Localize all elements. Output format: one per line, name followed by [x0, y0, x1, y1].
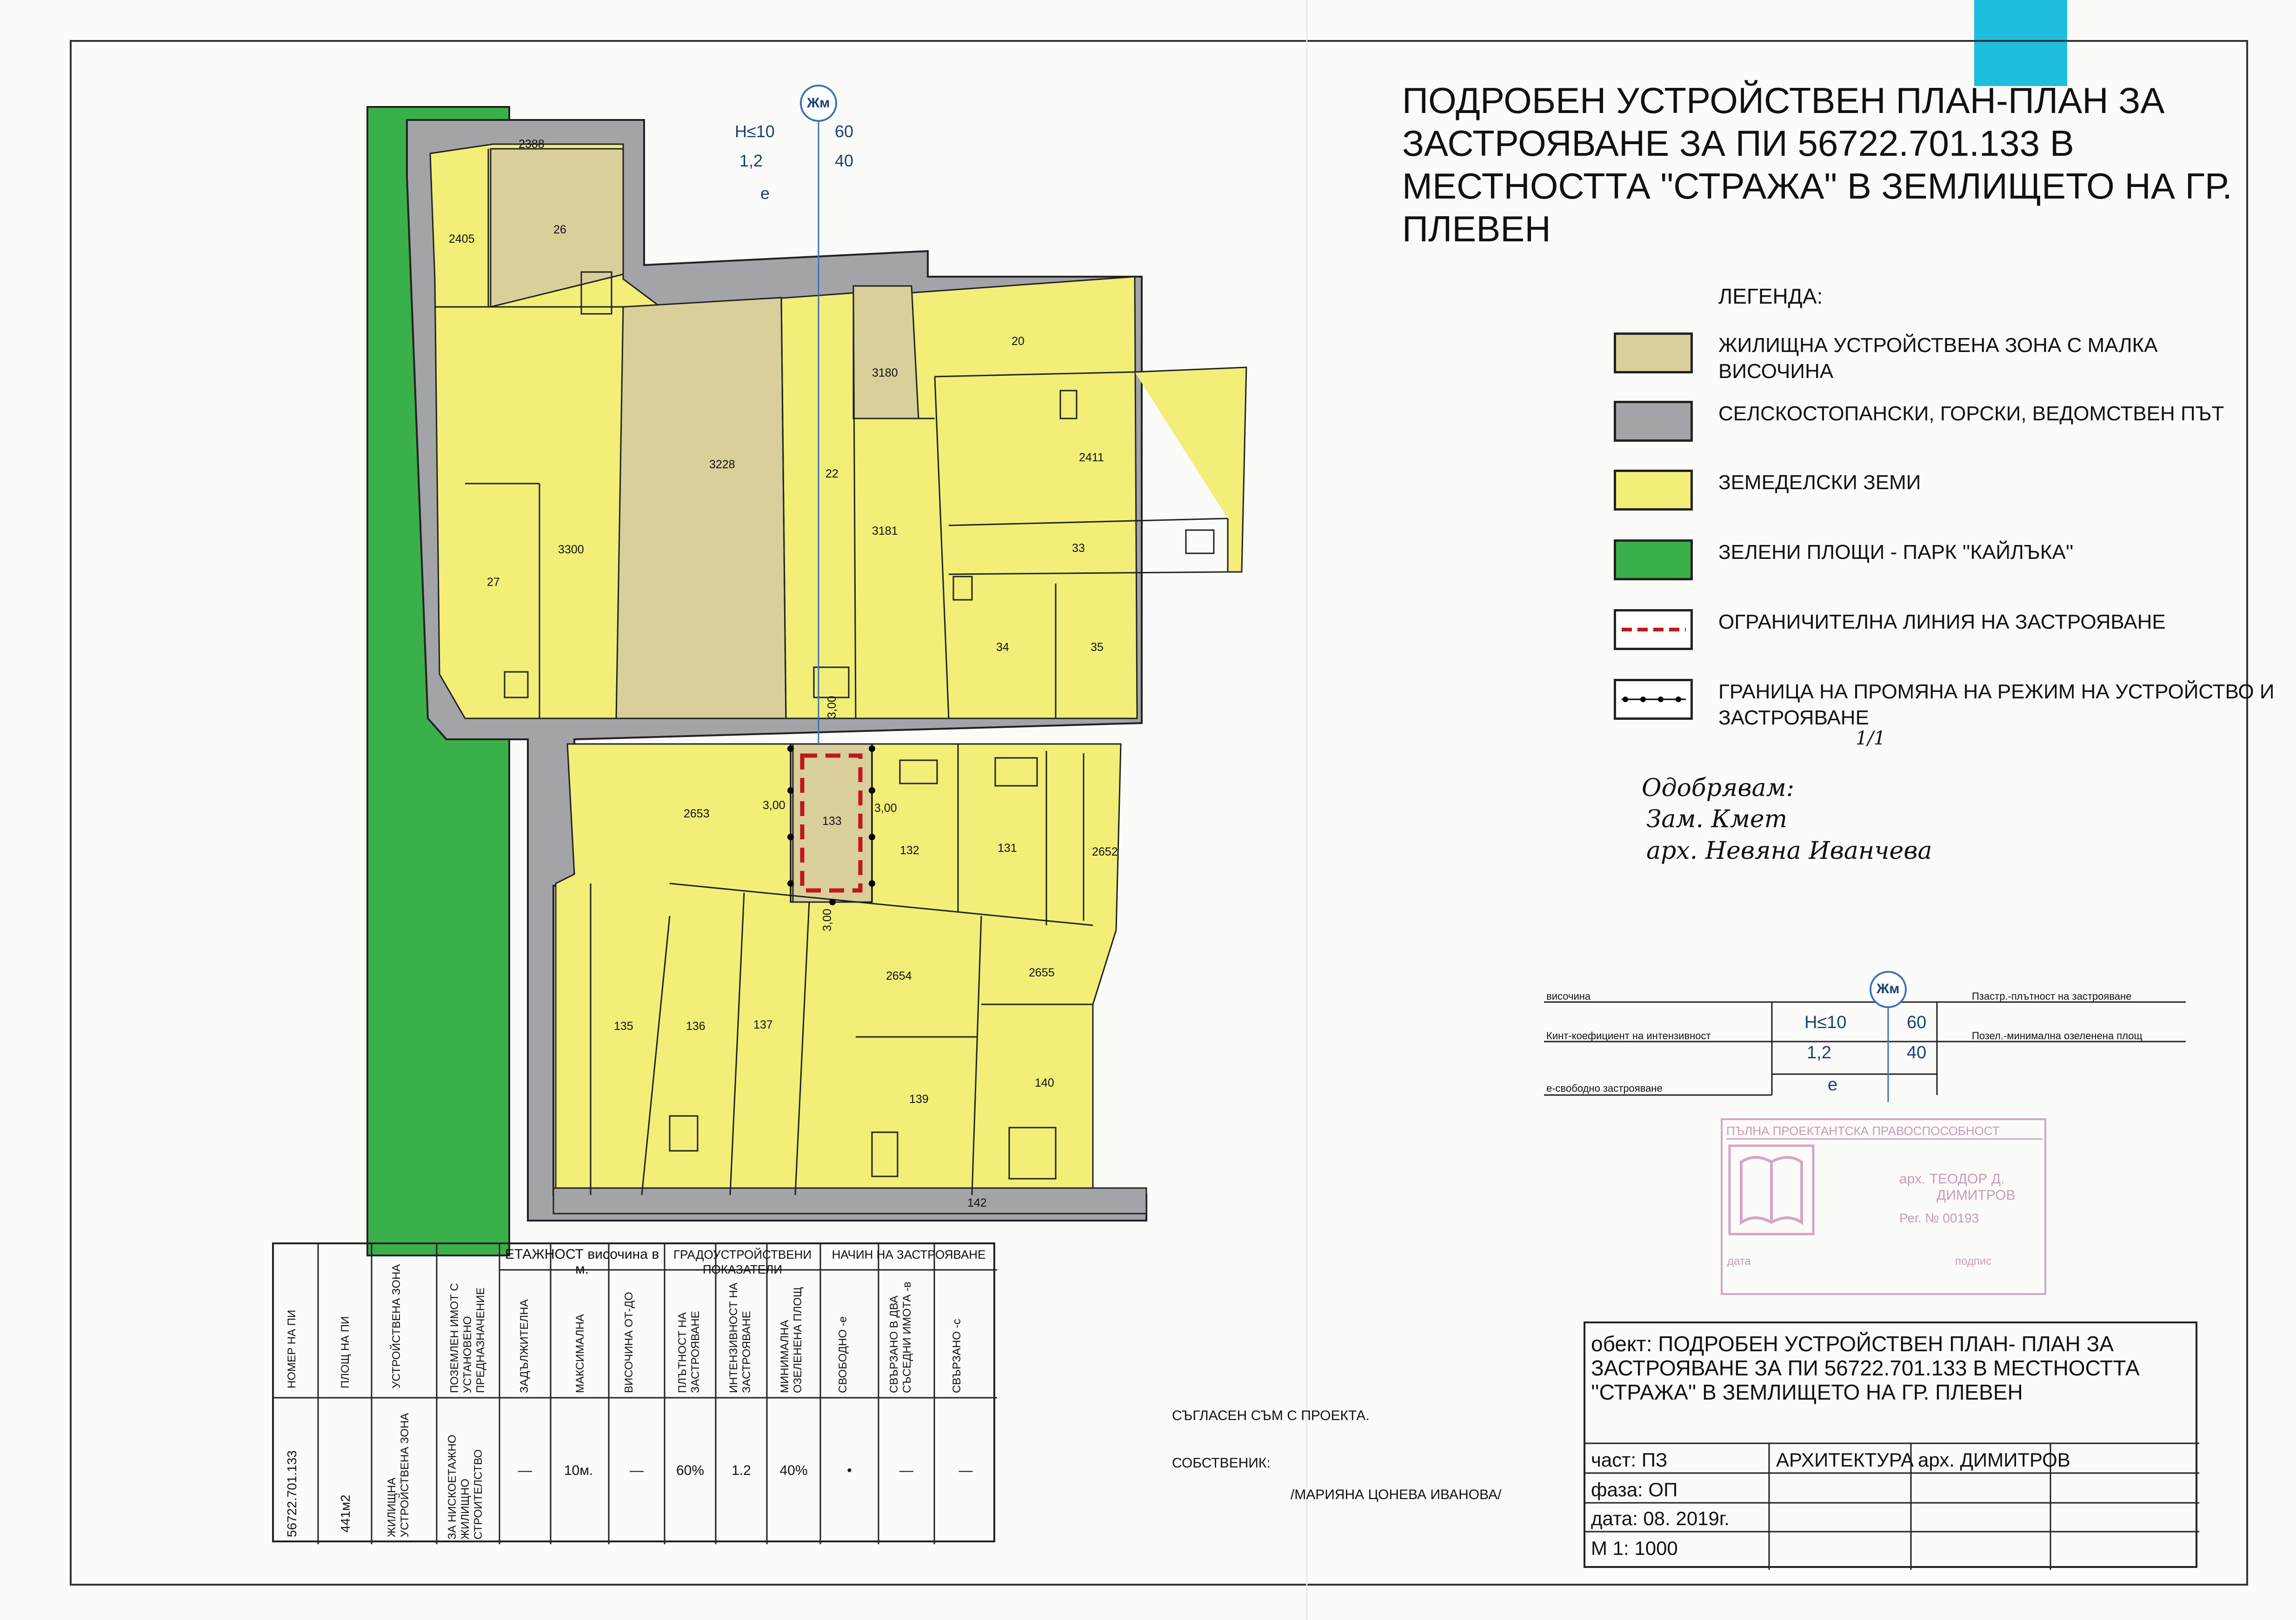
cell-purpose: ЗА НИСКОЕТАЖНО ЖИЛИЩНО СТРОИТЕЛСТВО [446, 1434, 485, 1540]
green-label: 40 [835, 151, 854, 170]
mode-label: е [760, 184, 770, 203]
dashed-line-icon [1616, 611, 1690, 648]
setback-label: 3,00 [874, 802, 897, 815]
parcel-label: 140 [1035, 1076, 1054, 1089]
parcel-label: 132 [900, 844, 919, 857]
parcel-label: 139 [909, 1093, 929, 1106]
stamp-logo [1727, 1143, 1816, 1236]
key-label-green: Позел.-минимална озеленена площ [1972, 1030, 2143, 1042]
parcel-label: 3300 [558, 543, 584, 556]
parcel-label: 3228 [709, 458, 735, 471]
title-block [1584, 1321, 2197, 1568]
legend-item-road [1614, 401, 2274, 457]
key-density: 60 [1907, 1013, 1927, 1032]
parcel-label: 137 [753, 1018, 773, 1031]
parcel-label: 135 [614, 1020, 633, 1033]
owner-name: /МАРИЯНА ЦОНЕВА ИВАНОВА/ [1291, 1487, 1502, 1502]
approval-line-3: арх. Невяна Иванчева [1646, 837, 1932, 865]
intensity-label: 1,2 [739, 151, 763, 170]
header-paired: СВЪРЗАНО В ДВА СЪСЕДНИ ИМОТА -в [888, 1281, 913, 1393]
header-zone: УСТРОЙСТВЕНА ЗОНА [390, 1264, 403, 1388]
header-green: МИНИМАЛНА ОЗЕЛЕНЕНА ПЛОЩ [779, 1287, 804, 1393]
agreement-text: СЪГЛАСЕН СЪМ С ПРОЕКТА. [1172, 1408, 1370, 1423]
key-zone-code: Жм [1877, 981, 1900, 996]
tb-phase: фаза: ОП [1591, 1479, 1678, 1500]
header-floors-req: ЗАДЪЛЖИТЕЛНА [518, 1299, 531, 1393]
density-label: 60 [835, 122, 854, 141]
legend-label: ЗЕЛЕНИ ПЛОЩИ - ПАРК ''КАЙЛЪКА'' [1718, 541, 2074, 564]
header-purpose: ПОЗЕМЛЕН ИМОТ С УСТАНОВЕНО ПРЕДНАЗНАЧЕНИЕ [448, 1283, 487, 1393]
zone-code-label: Жм [807, 95, 830, 111]
parcel-label: 2411 [1079, 451, 1104, 464]
tb-scale: М 1: 1000 [1591, 1537, 1678, 1559]
title-block-object [1591, 1332, 2196, 1404]
parcel-label: 3180 [872, 366, 898, 379]
cell-area: 441м2 [338, 1494, 353, 1533]
parcel-label: 27 [487, 576, 500, 589]
key-mode: е [1828, 1075, 1838, 1095]
parcel-label: 35 [1091, 641, 1104, 654]
parcel-label: 26 [553, 223, 566, 236]
legend-swatch [1614, 401, 1693, 442]
mode-group-header: НАЧИН НА ЗАСТРОЯВАНЕ [832, 1248, 986, 1261]
key-label-height: височина [1546, 990, 1591, 1002]
tb-discipline: АРХИТЕКТУРА [1776, 1449, 1914, 1471]
key-label-mode: е-свободно застрояване [1546, 1082, 1663, 1094]
stamp-name-1: арх. ТЕОДОР Д. [1899, 1171, 2005, 1187]
stamp-date: дата [1727, 1255, 1751, 1268]
dotted-line-icon [1616, 681, 1690, 717]
cell-intensity: 1.2 [732, 1463, 751, 1478]
parcel-label: 34 [996, 641, 1009, 654]
cell-zone: ЖИЛИЩНА УСТРОЙСТВЕНА ЗОНА [386, 1413, 411, 1537]
tb-date: дата: 08. 2019г. [1591, 1507, 1730, 1529]
parcel-label: 142 [967, 1196, 987, 1209]
setback-label: 3,00 [825, 696, 839, 718]
cell-green: 40% [779, 1463, 808, 1478]
parameters-table [272, 1242, 995, 1542]
parcel-label: 2405 [449, 232, 475, 246]
parcel-label: 3181 [872, 525, 898, 538]
legend-label: СЕЛСКОСТОПАНСКИ, ГОРСКИ, ВЕДОМСТВЕН ПЪТ [1718, 402, 2224, 425]
floors-group-header: ЕТАЖНОСТ височина в м. [505, 1247, 659, 1277]
legend-heading: ЛЕГЕНДА: [1718, 284, 1823, 308]
legend-swatch [1614, 539, 1693, 580]
legend-label: ГРАНИЦА НА ПРОМЯНА НА РЕЖИМ НА УСТРОЙСТВО И ЗАСТРОЯВАНЕ [1718, 680, 2275, 729]
parcel-label: 20 [1012, 335, 1025, 348]
header-free: СВОБОДНО -е [837, 1316, 849, 1393]
tb-author: арх. ДИМИТРОВ [1918, 1449, 2070, 1471]
header-intensity: ИНТЕНЗИВНОСТ НА ЗАСТРОЯВАНЕ [727, 1282, 753, 1393]
indicators-group-header: ГРАДОУСТРОЙСТВЕНИ ПОКАЗАТЕЛИ [673, 1248, 812, 1276]
stamp-signature: подпис [1955, 1255, 1992, 1268]
legend-label: ОГРАНИЧИТЕЛНА ЛИНИЯ НА ЗАСТРОЯВАНЕ [1718, 611, 2166, 633]
key-green: 40 [1907, 1043, 1927, 1062]
object-text: ПОДРОБЕН УСТРОЙСТВЕН ПЛАН- ПЛАН ЗА ЗАСТРОЯВАНЕ ЗА ПИ 56722.701.133 В МЕСТНОСТТА ''СТРАЖА'' В ЗЕМЛИЩЕТО НА ГР. ПЛЕВЕН [1591, 1332, 2140, 1404]
owner-label: СОБСТВЕНИК: [1172, 1455, 1271, 1471]
stamp-header: ПЪЛНА ПРОЕКТАНТСКА ПРАВОСПОСОБНОСТ [1726, 1124, 2043, 1140]
height-label: H≤10 [735, 122, 775, 141]
key-height: H≤10 [1804, 1013, 1847, 1032]
legend-swatch [1614, 332, 1693, 373]
legend-item-park [1614, 539, 2274, 595]
parcel-label: 2655 [1029, 966, 1055, 979]
cell-floors-req: — [518, 1463, 532, 1478]
parcel-label: 2654 [886, 969, 912, 983]
header-floors-range: ВИСОЧИНА ОТ-ДО [623, 1292, 635, 1393]
approval-line-2: Зам. Кмет [1646, 805, 1788, 833]
legend-label: ЗЕМЕДЕЛСКИ ЗЕМИ [1718, 471, 1921, 494]
key-intensity: 1,2 [1807, 1043, 1831, 1062]
cell-linked: — [958, 1463, 973, 1478]
plan-title: ПОДРОБЕН УСТРОЙСТВЕН ПЛАН-ПЛАН ЗА ЗАСТРОЯВАНЕ ЗА ПИ 56722.701.133 В МЕСТНОСТТА "СТРАЖА" В ЗЕМЛИЩЕТО НА ГР. ПЛЕВЕН [1402, 80, 2232, 249]
cell-floors-range: — [630, 1463, 644, 1478]
header-density: ПЛЪТНОСТ НА ЗАСТРОЯВАНЕ [676, 1311, 702, 1393]
cell-density: 60% [676, 1463, 705, 1478]
legend-swatch [1614, 679, 1693, 720]
parcel-label: 133 [822, 815, 842, 828]
stamp-reg: Рег. № 00193 [1899, 1211, 1979, 1225]
object-label: обект: [1591, 1332, 1652, 1356]
legend-swatch [1614, 470, 1693, 511]
parcel-label: 2652 [1092, 845, 1118, 858]
legend-swatch [1614, 609, 1693, 650]
header-floors-max: МАКСИМАЛНА [574, 1314, 586, 1393]
setback-label: 3,00 [821, 909, 834, 931]
legend-label: ЖИЛИЩНА УСТРОЙСТВЕНА ЗОНА С МАЛКА ВИСОЧИНА [1718, 334, 2158, 383]
header-area: ПЛОЩ НА ПИ [339, 1316, 352, 1388]
parcel-3228 [616, 298, 786, 718]
legend-item-boundary [1614, 679, 2274, 735]
legend-item-agricultural [1614, 470, 2274, 525]
header-number: НОМЕР НА ПИ [286, 1309, 298, 1388]
legend-item-residential [1614, 332, 2274, 388]
setback-label: 3,00 [763, 799, 785, 812]
parcel-3180 [853, 286, 918, 418]
key-label-density: Пзастр.-плътност на застрояване [1972, 990, 2132, 1002]
parcel-label: 2653 [684, 807, 710, 820]
cell-number: 56722.701.133 [285, 1450, 299, 1537]
cell-free: • [847, 1463, 852, 1478]
parcel-label: 131 [998, 842, 1017, 855]
parcel-label: 33 [1072, 542, 1085, 555]
tb-part: част: ПЗ [1591, 1449, 1668, 1471]
designer-stamp [1721, 1118, 2046, 1295]
approval-line-1: Одобрявам: [1642, 774, 1795, 802]
approval-mark: 1/1 [1856, 728, 1886, 749]
stamp-name-2: ДИМИТРОВ [1937, 1188, 2016, 1203]
parcel-label: 2388 [519, 138, 545, 151]
key-label-intensity: Кинт-коефициент на интензивност [1546, 1030, 1711, 1042]
header-linked: СВЪРЗАНО -с [951, 1319, 963, 1393]
cell-floors-max: 10м. [564, 1463, 593, 1478]
parcel-label: 22 [825, 467, 839, 480]
cell-paired: — [899, 1463, 913, 1478]
legend-item-limit-line [1614, 609, 2274, 665]
parcel-label: 136 [686, 1020, 705, 1033]
